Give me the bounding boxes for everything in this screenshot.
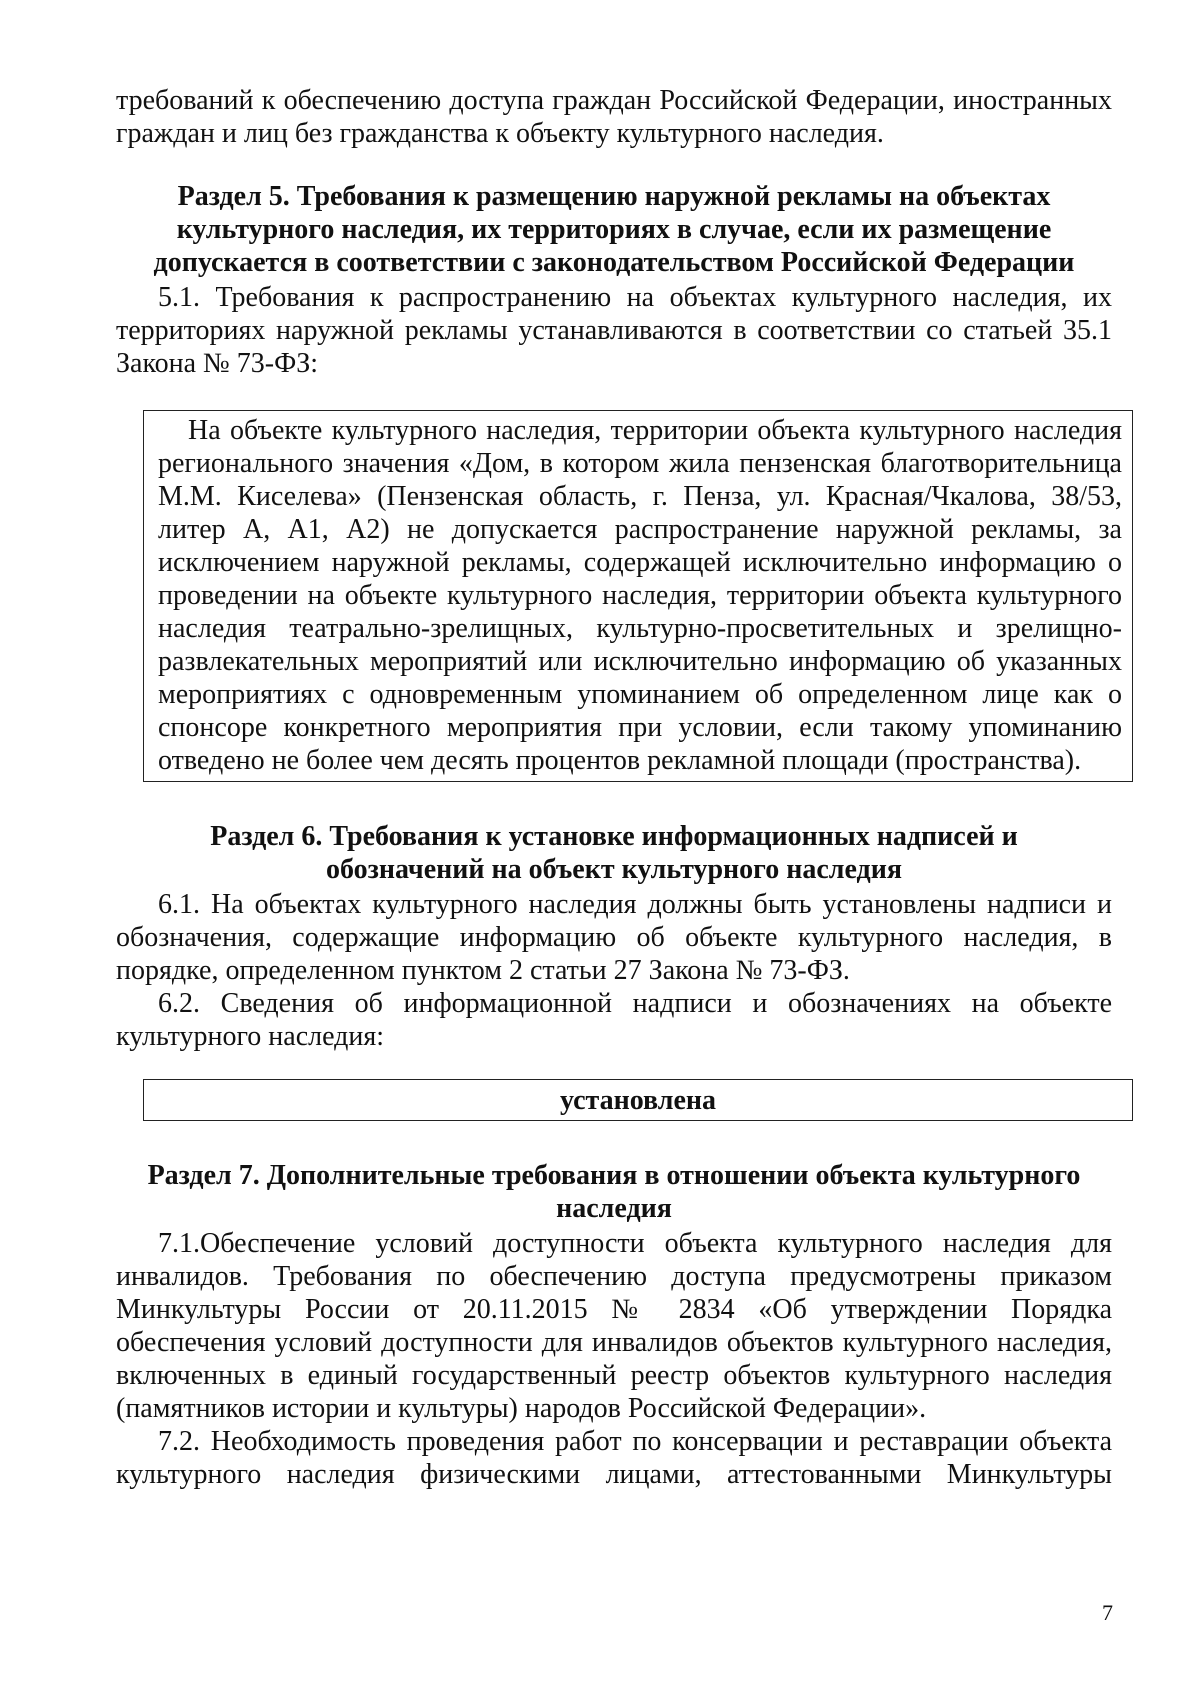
section-7-heading	[116, 1159, 1112, 1225]
section-6-heading	[116, 820, 1112, 886]
section-6-heading-line-2: обозначений на объект культурного наследия	[326, 854, 902, 885]
section-7-heading-line-2: наследия	[556, 1193, 672, 1224]
signage-status-value: установлена	[559, 1084, 717, 1116]
paragraph-7-1: 7.1.Обеспечение условий доступности объекта культурного наследия для инвалидов. Требования по обеспечению доступа предусмотрены приказом Минкультуры России от 20.11.2015 № 2834 «Об утверждении Порядка обеспечения условий доступности для инвалидов объектов культурного наследия, включенных в единый государственный реестр объектов культурного наследия (памятников истории и культуры) народов Российской Федерации».	[116, 1228, 1112, 1424]
section-6-heading-line-1: Раздел 6. Требования к установке информационных надписей и	[210, 821, 1018, 852]
paragraph-5-1: 5.1. Требования к распространению на объектах культурного наследия, их территориях наружной рекламы устанавливаются в соответствии со статьей 35.1 Закона № 73-ФЗ:	[116, 282, 1112, 379]
intro-paragraph: требований к обеспечению доступа граждан Российской Федерации, иностранных граждан и лиц без гражданства к объекту культурного наследия.	[116, 85, 1112, 149]
document-page	[116, 84, 1122, 1491]
advertising-requirements-box	[143, 410, 1133, 782]
paragraph-6-2: 6.2. Сведения об информационной надписи и обозначениях на объекте культурного наследия:	[116, 988, 1112, 1052]
signage-status-box	[143, 1079, 1133, 1121]
section-5-heading	[116, 180, 1112, 279]
paragraph-7-2: 7.2. Необходимость проведения работ по консервации и реставрации объекта культурного наследия физическими лицами, аттестованными Минкультуры	[116, 1426, 1112, 1490]
section-5-heading-line-1: Раздел 5. Требования к размещению наружной рекламы на объектах	[177, 181, 1051, 212]
paragraph-6-1: 6.1. На объектах культурного наследия должны быть установлены надписи и обозначения, содержащие информацию об объекте культурного наследия, в порядке, определенном пунктом 2 статьи 27 Закона № 73-ФЗ.	[116, 889, 1112, 986]
page-number: 7	[1102, 1600, 1113, 1625]
section-5-heading-line-2: культурного наследия, их территориях в случае, если их размещение	[176, 214, 1052, 245]
section-7-heading-line-1: Раздел 7. Дополнительные требования в отношении объекта культурного	[147, 1160, 1081, 1191]
advertising-requirements-text: На объекте культурного наследия, территории объекта культурного наследия регионального значения «Дом, в котором жила пензенская благотворительница М.М. Киселева» (Пензенская область, г. Пенза, ул. Красная/Чкалова, 38/53, литер А, А1, А2) не допускается распространение наружной рекламы, за исключением наружной рекламы, содержащей исключительно информацию о проведении на объекте культурного наследия, территории объекта культурного наследия театрально-зрелищных, культурно-просветительных и зрелищно-развлекательных мероприятий или исключительно информацию об указанных мероприятиях с одновременным упоминанием об определенном лице как о спонсоре конкретного мероприятия при условии, если такому упоминанию отведено не более чем десять процентов рекламной площади (пространства).	[158, 415, 1122, 776]
section-5-heading-line-3: допускается в соответствии с законодательством Российской Федерации	[153, 247, 1075, 278]
